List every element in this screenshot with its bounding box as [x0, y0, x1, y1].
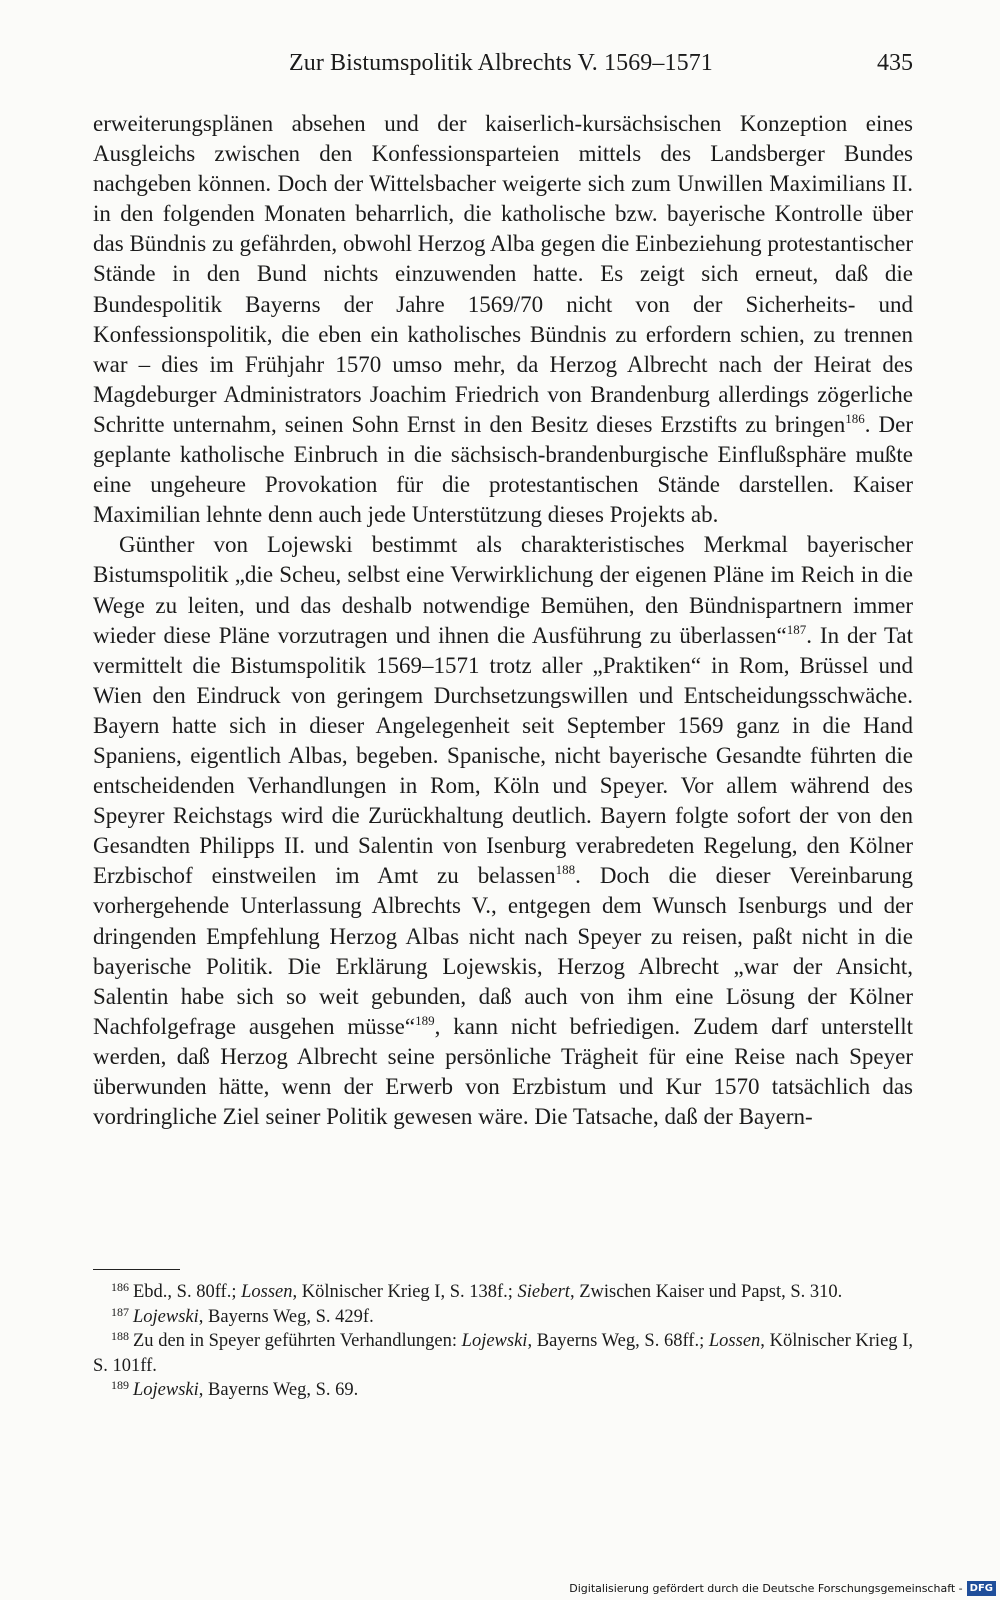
footnote-author: Lojewski: [133, 1306, 199, 1327]
paragraph-text: . Der geplante katholische Einbruch in die sächsisch-brandenburgische Einflußsphäre mußte eine ungeheure Provokation für die protestantischen Stände darstellen. Kaiser Maximilian lehnte denn auch jede Unterstützung dieses Projekts ab.: [93, 411, 913, 528]
paragraph-text: . Doch die dieser Vereinbarung vorhergehende Unterlassung Albrechts V., entgegen dem Wunsch Isenburgs und der dringenden Empfehlung Herzog Albas nicht nach Speyer zu reisen, paßt nicht in die bayerische Politik. Die Erklärung Lojewskis, Herzog Albrecht „war der Ansicht, Salentin habe sich so weit gebunden, daß auch von ihm eine Lösung der Kölner Nachfolgefrage ausgehen müsse“: [93, 863, 913, 1039]
paragraph: [93, 530, 913, 1132]
footnote-ref: 188: [555, 862, 576, 878]
footnote-number: 189: [111, 1378, 129, 1393]
running-title: Zur Bistumspolitik Albrechts V. 1569–1571: [289, 50, 713, 76]
footnotes: [93, 1280, 913, 1403]
footnote-number: 186: [111, 1280, 129, 1294]
footnote-text: , Bayerns Weg, S. 429f.: [198, 1306, 374, 1327]
footnote-text: , Bayerns Weg, S. 68ff.;: [527, 1331, 709, 1352]
footnote-text: Zu den in Speyer geführten Verhandlungen:: [133, 1331, 462, 1352]
footnote-ref: 186: [845, 410, 865, 426]
footnote-author: Lossen: [241, 1282, 293, 1302]
page-header: [93, 50, 913, 86]
footnote-author: Lossen: [708, 1331, 761, 1352]
page-number: 435: [877, 50, 913, 76]
paragraph-text: erweiterungsplänen absehen und der kaiserlich-kursächsischen Konzeption eines Ausgleichs zwischen den Konfessionsparteien mittels des Landsberger Bundes nachgeben können. Doch der Wittelsbacher weigerte sich zum Unwillen Maximilians II. in den folgenden Monaten beharrlich, die katholische bzw. bayerische Kontrolle über das Bündnis zu gefährden, obwohl Herzog Alba gegen die Einbeziehung protestantischer Stände in den Bund nichts einzuwenden hatte. Es zeigt sich erneut, daß die Bundespolitik Bayerns der Jahre 1569/70 nicht von der Sicherheits- und Konfessionspolitik, die eben ein katholisches Bündnis zu erfordern schien, zu trennen war – dies im Frühjahr 1570 umso mehr, da Herzog Albrecht nach der Heirat des Magdeburger Administrators Joachim Friedrich von Brandenburg allerdings zögerliche Schritte unternahm, seinen Sohn Ernst in den Besitz dieses Erzstifts zu bringen: [93, 111, 913, 437]
footnote-author: Lojewski: [133, 1380, 199, 1401]
footnote-author: Lojewski: [461, 1331, 528, 1352]
footnote-divider: [93, 1269, 180, 1270]
footnote-ref: 189: [415, 1012, 435, 1028]
paragraph-text: . In der Tat vermittelt die Bistumspolitik 1569–1571 trotz aller „Praktiken“ in Rom, Brüssel und Wien den Eindruck von geringem Durchsetzungswillen und Entscheidungsschwäche. Bayern hatte sich in dieser Angelegenheit seit September 1569 ganz in die Hand Spaniens, eigentlich Albas, begeben. Spanische, nicht bayerische Gesandte führten die entscheidenden Verhandlungen in Rom, Köln und Speyer. Vor allem während des Speyrer Reichstags wird die Zurückhaltung deutlich. Bayern folgte sofort der von den Gesandten Philipps II. und Salentin von Isenburg verabredeten Regelung, den Kölner Erzbischof einstweilen im Amt zu belassen: [93, 622, 914, 889]
paragraph-text: Günther von Lojewski bestimmt als charakteristisches Merkmal bayerischer Bistumspolitik „die Scheu, selbst eine Verwirklichung der eigenen Pläne im Reich in die Wege zu leiten, und das deshalb notwendige Bemühen, den Bündnispartnern immer wieder diese Pläne vorzutragen und ihnen die Ausführung zu überlassen“: [93, 532, 913, 648]
paragraph: [93, 109, 913, 530]
footnote-number: 188: [111, 1329, 129, 1344]
footnote-text: , Bayerns Weg, S. 69.: [198, 1380, 359, 1401]
footnote-ref: 187: [786, 621, 807, 637]
footnote: [93, 1305, 913, 1330]
main-text: [93, 109, 913, 1132]
credit-text: Digitalisierung gefördert durch die Deutsche Forschungsgemeinschaft -: [569, 1581, 963, 1595]
digitization-credit: [569, 1580, 996, 1596]
footnote: [93, 1378, 913, 1403]
footnote: [93, 1280, 913, 1305]
footnote-author: Siebert: [517, 1282, 570, 1302]
footnote-text: Ebd., S. 80ff.;: [133, 1282, 242, 1302]
paragraph-text: , kann nicht befriedigen. Zudem darf unterstellt werden, daß Herzog Albrecht seine persönliche Trägheit für eine Reise nach Speyer überwunden hätte, wenn der Erwerb von Erzbistum und Kur 1570 tatsächlich das vordringliche Ziel seiner Politik gewesen wäre. Die Tatsache, daß der Bayern-: [93, 1013, 913, 1130]
dfg-logo-icon: DFG: [967, 1581, 996, 1596]
footnote-number: 187: [111, 1304, 129, 1319]
footnote-text: , Zwischen Kaiser und Papst, S. 310.: [569, 1282, 843, 1302]
footnote-text: , Kölnischer Krieg I, S. 101ff.: [93, 1331, 913, 1376]
footnote: [93, 1329, 913, 1378]
footnote-text: , Kölnischer Krieg I, S. 138f.;: [292, 1282, 518, 1302]
